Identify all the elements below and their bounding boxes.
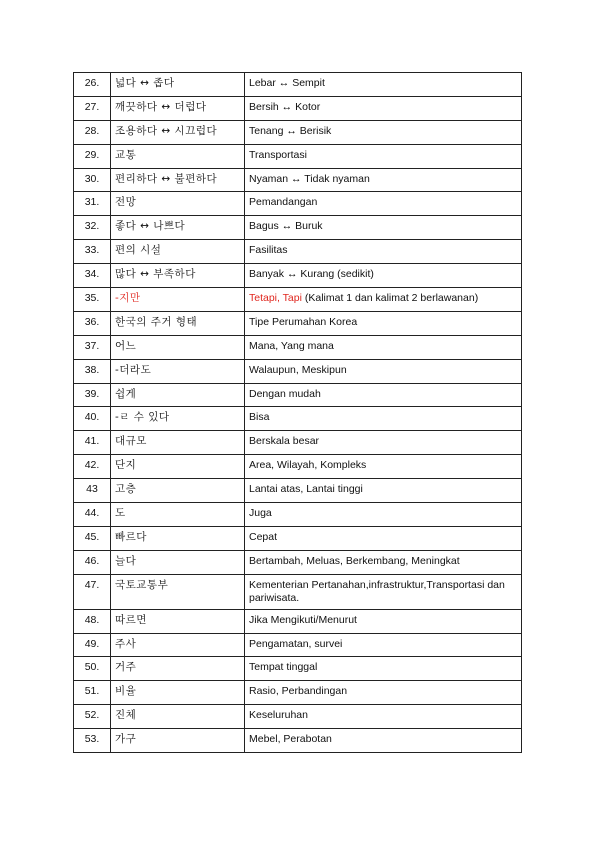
korean-term: 어느: [111, 335, 245, 359]
table-row: [74, 705, 522, 729]
row-number: 49.: [74, 633, 111, 657]
korean-term: 전망: [111, 192, 245, 216]
korean-term: -지만: [111, 288, 245, 312]
table-row: [74, 192, 522, 216]
korean-term: 따르면: [111, 609, 245, 633]
vocabulary-table-body: [74, 73, 522, 753]
row-number: 48.: [74, 609, 111, 633]
indonesian-meaning: Bersih ↔ Kotor: [245, 96, 522, 120]
korean-term: 한국의 주거 형태: [111, 311, 245, 335]
row-number: 42.: [74, 455, 111, 479]
korean-term: 단지: [111, 455, 245, 479]
korean-term: 교통: [111, 144, 245, 168]
table-row: [74, 609, 522, 633]
indonesian-meaning: Lebar ↔ Sempit: [245, 73, 522, 97]
row-number: 27.: [74, 96, 111, 120]
indonesian-meaning: Fasilitas: [245, 240, 522, 264]
indonesian-meaning: [245, 288, 522, 312]
row-number: 37.: [74, 335, 111, 359]
row-number: 36.: [74, 311, 111, 335]
indonesian-meaning: Juga: [245, 503, 522, 527]
korean-term: -더라도: [111, 359, 245, 383]
table-row: [74, 455, 522, 479]
indonesian-meaning: Pengamatan, survei: [245, 633, 522, 657]
indonesian-meaning: Berskala besar: [245, 431, 522, 455]
korean-term: 조용하다 ↔ 시끄럽다: [111, 120, 245, 144]
indonesian-meaning: Dengan mudah: [245, 383, 522, 407]
table-row: [74, 168, 522, 192]
row-number: 31.: [74, 192, 111, 216]
korean-term: 가구: [111, 729, 245, 753]
row-number: 47.: [74, 574, 111, 609]
row-number: 35.: [74, 288, 111, 312]
indonesian-meaning: Mana, Yang mana: [245, 335, 522, 359]
indonesian-meaning: Walaupun, Meskipun: [245, 359, 522, 383]
table-row: [74, 240, 522, 264]
row-number: 52.: [74, 705, 111, 729]
indonesian-meaning: Keseluruhan: [245, 705, 522, 729]
meaning-highlight: Tetapi, Tapi: [249, 292, 302, 305]
table-row: [74, 633, 522, 657]
indonesian-meaning: Kementerian Pertanahan,infrastruktur,Transportasi dan pariwisata.: [245, 574, 522, 609]
table-row: [74, 681, 522, 705]
table-row: [74, 729, 522, 753]
table-row: [74, 288, 522, 312]
korean-term: 쉽게: [111, 383, 245, 407]
row-number: 26.: [74, 73, 111, 97]
korean-term: 주사: [111, 633, 245, 657]
table-row: [74, 574, 522, 609]
row-number: 51.: [74, 681, 111, 705]
korean-term: 많다 ↔ 부족하다: [111, 264, 245, 288]
korean-term: 거주: [111, 657, 245, 681]
indonesian-meaning: Jika Mengikuti/Menurut: [245, 609, 522, 633]
indonesian-meaning: Bagus ↔ Buruk: [245, 216, 522, 240]
korean-term: 대규모: [111, 431, 245, 455]
row-number: 30.: [74, 168, 111, 192]
row-number: 40.: [74, 407, 111, 431]
indonesian-meaning: Tempat tinggal: [245, 657, 522, 681]
table-row: [74, 216, 522, 240]
korean-term: 도: [111, 503, 245, 527]
row-number: 39.: [74, 383, 111, 407]
table-row: [74, 657, 522, 681]
row-number: 43: [74, 479, 111, 503]
korean-term: 편리하다 ↔ 불편하다: [111, 168, 245, 192]
korean-term: 좋다 ↔ 나쁘다: [111, 216, 245, 240]
row-number: 33.: [74, 240, 111, 264]
vocabulary-table: [73, 72, 522, 753]
korean-term: 늘다: [111, 550, 245, 574]
row-number: 53.: [74, 729, 111, 753]
table-row: [74, 73, 522, 97]
korean-term: 비율: [111, 681, 245, 705]
indonesian-meaning: Rasio, Perbandingan: [245, 681, 522, 705]
row-number: 29.: [74, 144, 111, 168]
indonesian-meaning: Nyaman ↔ Tidak nyaman: [245, 168, 522, 192]
indonesian-meaning: Pemandangan: [245, 192, 522, 216]
korean-term: -ㄹ 수 있다: [111, 407, 245, 431]
table-row: [74, 383, 522, 407]
table-row: [74, 503, 522, 527]
meaning-note: (Kalimat 1 dan kalimat 2 berlawanan): [301, 292, 479, 305]
row-number: 32.: [74, 216, 111, 240]
indonesian-meaning: Bertambah, Meluas, Berkembang, Meningkat: [245, 550, 522, 574]
indonesian-meaning: Lantai atas, Lantai tinggi: [245, 479, 522, 503]
row-number: 38.: [74, 359, 111, 383]
table-row: [74, 526, 522, 550]
row-number: 50.: [74, 657, 111, 681]
indonesian-meaning: Tipe Perumahan Korea: [245, 311, 522, 335]
table-row: [74, 359, 522, 383]
indonesian-meaning: Area, Wilayah, Kompleks: [245, 455, 522, 479]
korean-term: 넓다 ↔ 좁다: [111, 73, 245, 97]
korean-term: 편의 시설: [111, 240, 245, 264]
row-number: 44.: [74, 503, 111, 527]
indonesian-meaning: Tenang ↔ Berisik: [245, 120, 522, 144]
korean-term: 진체: [111, 705, 245, 729]
korean-term: 빠르다: [111, 526, 245, 550]
row-number: 45.: [74, 526, 111, 550]
row-number: 34.: [74, 264, 111, 288]
korean-term: 국토교통부: [111, 574, 245, 609]
row-number: 46.: [74, 550, 111, 574]
table-row: [74, 431, 522, 455]
indonesian-meaning: Mebel, Perabotan: [245, 729, 522, 753]
korean-term: 깨끗하다 ↔ 더럽다: [111, 96, 245, 120]
table-row: [74, 550, 522, 574]
table-row: [74, 479, 522, 503]
table-row: [74, 120, 522, 144]
table-row: [74, 144, 522, 168]
row-number: 41.: [74, 431, 111, 455]
indonesian-meaning: Cepat: [245, 526, 522, 550]
table-row: [74, 96, 522, 120]
table-row: [74, 311, 522, 335]
indonesian-meaning: Bisa: [245, 407, 522, 431]
korean-term: 고층: [111, 479, 245, 503]
table-row: [74, 264, 522, 288]
table-row: [74, 407, 522, 431]
row-number: 28.: [74, 120, 111, 144]
indonesian-meaning: Banyak ↔ Kurang (sedikit): [245, 264, 522, 288]
table-row: [74, 335, 522, 359]
indonesian-meaning: Transportasi: [245, 144, 522, 168]
